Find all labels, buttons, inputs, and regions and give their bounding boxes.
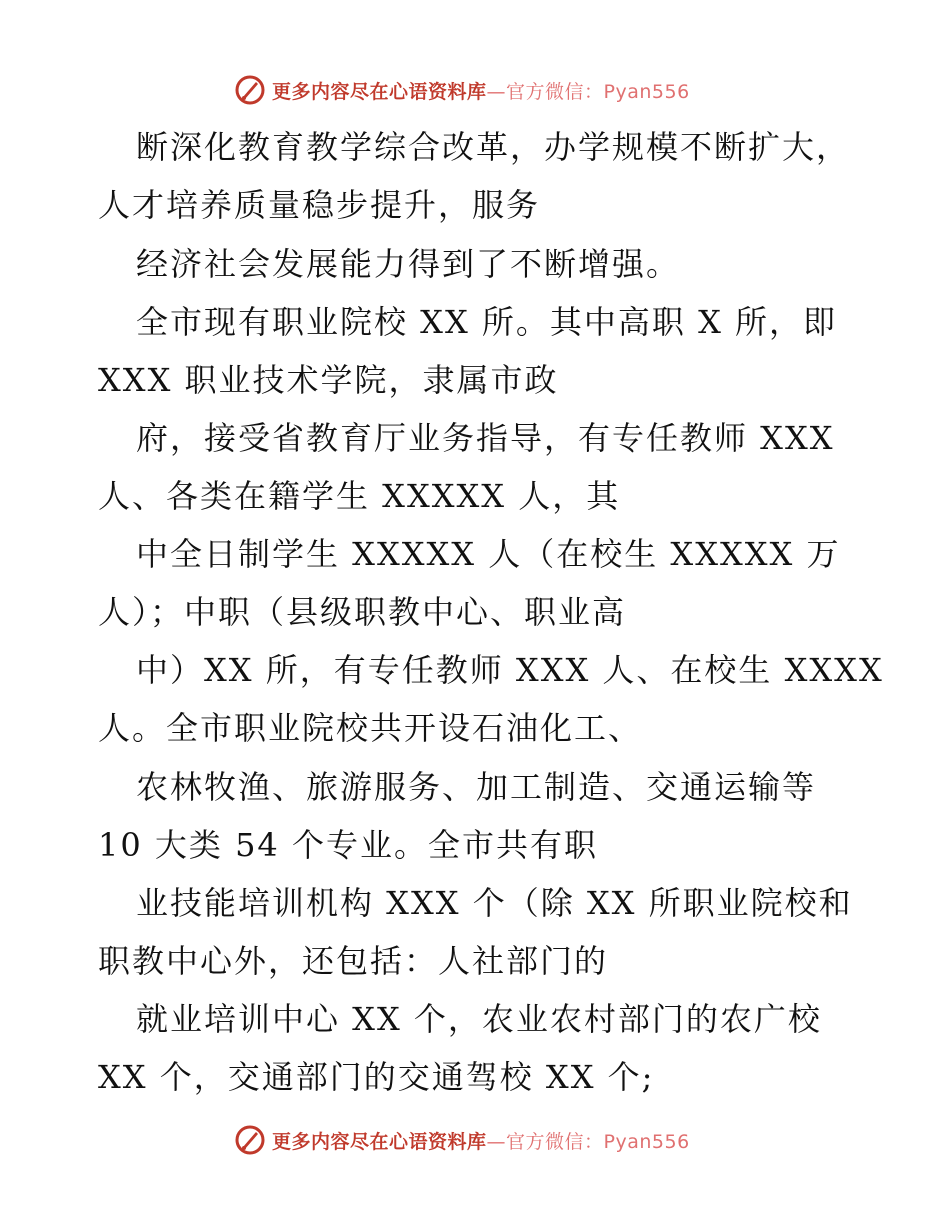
text-line: 中）XX 所，有专任教师 XXX 人、在校生 XXXX <box>136 651 884 689</box>
text-line: 人才培养质量稳步提升，服务 <box>98 186 541 224</box>
text-line: 经济社会发展能力得到了不断增强。 <box>136 245 681 283</box>
quill-logo-icon <box>234 1124 266 1156</box>
text-line: 断深化教育教学综合改革，办学规模不断扩大， <box>136 128 851 166</box>
text-line: 中全日制学生 XXXXX 人（在校生 XXXXX 万 <box>136 535 841 573</box>
text-line: 人。全市职业院校共开设石油化工、 <box>98 709 643 747</box>
text-line: 人、各类在籍学生 XXXXX 人，其 <box>98 477 621 515</box>
quill-logo-icon <box>234 74 266 106</box>
watermark-text: 更多内容尽在心语资料库—官方微信：Pyan556 <box>272 1130 690 1153</box>
text-line: 业技能培训机构 XXX 个（除 XX 所职业院校和 <box>136 884 853 922</box>
watermark-banner-top <box>234 73 690 107</box>
text-line: XX 个，交通部门的交通驾校 XX 个; <box>98 1058 655 1096</box>
text-line: XXX 职业技术学院，隶属市政 <box>98 361 559 399</box>
text-line: 人）；中职（县级职教中心、职业高 <box>98 593 627 631</box>
text-line: 府，接受省教育厅业务指导，有专任教师 XXX <box>136 419 835 457</box>
text-line: 就业培训中心 XX 个，农业农村部门的农广校 <box>136 1000 822 1038</box>
watermark-text: 更多内容尽在心语资料库—官方微信：Pyan556 <box>272 80 690 103</box>
text-line: 农林牧渔、旅游服务、加工制造、交通运输等 <box>136 768 817 806</box>
text-line: 全市现有职业院校 XX 所。其中高职 X 所，即 <box>136 303 838 341</box>
watermark-banner-bottom <box>234 1123 690 1157</box>
text-line: 职教中心外，还包括：人社部门的 <box>98 942 609 980</box>
text-line: 10 大类 54 个专业。全市共有职 <box>98 826 598 864</box>
